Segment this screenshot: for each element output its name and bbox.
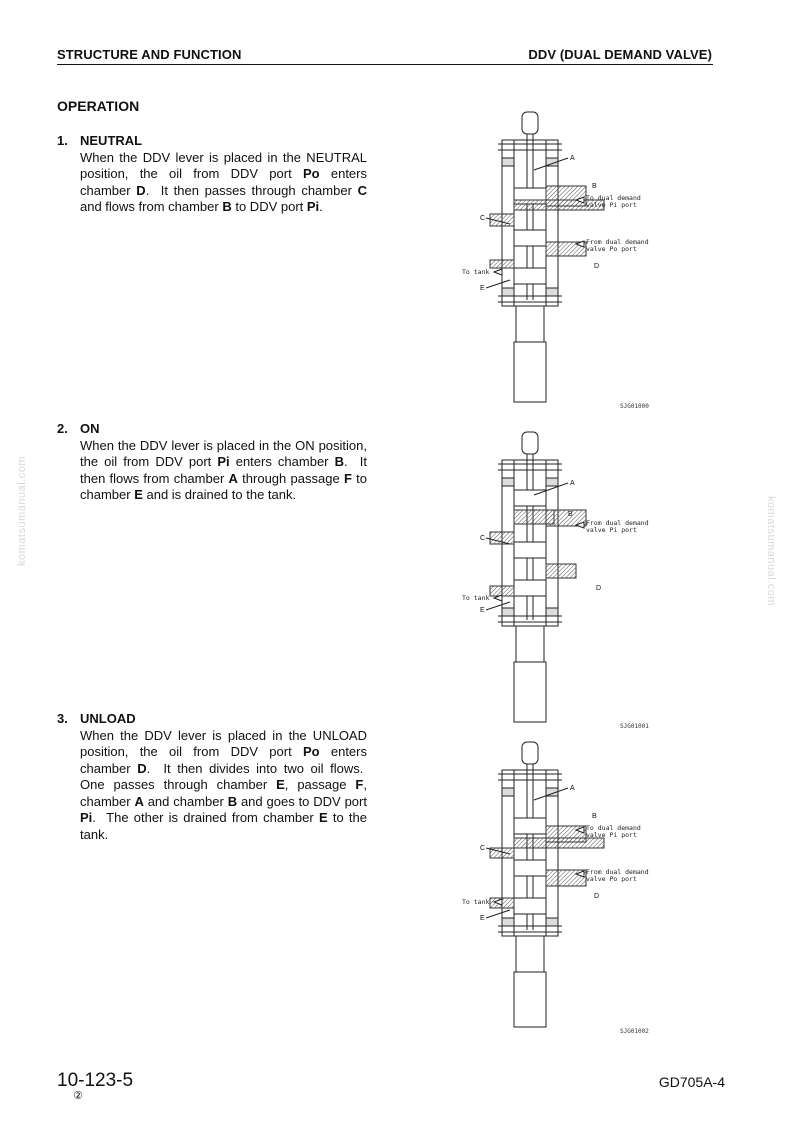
chamber-label-d: D	[596, 585, 602, 592]
leader-e	[486, 910, 510, 918]
callout-line: From dual demand	[586, 868, 649, 876]
spool-land	[514, 542, 546, 558]
spool-land	[514, 860, 546, 876]
chamber-label-c: C	[480, 845, 486, 852]
valve-body	[490, 742, 604, 1027]
chamber-label-b: B	[592, 813, 597, 820]
callout-line: valve Pi port	[586, 831, 637, 839]
chamber-label-b: B	[592, 183, 597, 190]
chamber-label-b: B	[568, 511, 573, 518]
valve-body	[490, 112, 604, 402]
section-body: When the DDV lever is placed in the UNLOAD position, the oil from DDV port Po enters chamber D. It then divides into two oil flows. One passes through chamber E, passage F, chamber A and chamber B and goes to DDV port Pi. The other is drained from chamber E to the tank.	[80, 727, 367, 842]
callout-to-tank: To tank	[462, 594, 490, 602]
lower-sleeve	[516, 936, 544, 972]
chamber-label-a: A	[570, 480, 575, 487]
section-number: 1.	[57, 133, 68, 148]
figure-unload	[450, 740, 670, 1035]
figure-on	[450, 430, 670, 730]
valve-diagram	[450, 110, 670, 410]
valve-diagram	[450, 740, 670, 1035]
callout-line: valve Pi port	[586, 526, 637, 534]
section-body: When the DDV lever is placed in the NEUTRAL position, the oil from DDV port Po enters chamber D. It then passes through chamber C and flows from chamber B to DDV port Pi.	[80, 149, 367, 214]
oil-chamber	[546, 186, 586, 206]
header-section-title: STRUCTURE AND FUNCTION	[57, 47, 242, 62]
seal-block	[502, 608, 514, 616]
chamber-label-a: A	[570, 785, 575, 792]
seal-block	[546, 608, 558, 616]
chamber-label-e: E	[480, 607, 485, 614]
spool-land	[514, 230, 546, 246]
handle-grip	[514, 662, 546, 722]
revision-mark: ②	[73, 1090, 83, 1102]
seal-block	[502, 788, 514, 796]
lower-sleeve	[516, 626, 544, 662]
header-component-title: DDV (DUAL DEMAND VALVE)	[528, 47, 712, 62]
watermark-left: komatsumanual.com	[16, 456, 28, 566]
callout-line: From dual demand	[586, 238, 649, 246]
leader-e	[486, 280, 510, 288]
seal-block	[502, 478, 514, 486]
seal-block	[502, 158, 514, 166]
seal-block	[546, 288, 558, 296]
callout-line: valve Po port	[586, 875, 637, 883]
figure-code: SJG01002	[620, 1028, 649, 1035]
stem-knob	[522, 432, 538, 454]
chamber-label-d: D	[594, 263, 600, 270]
valve-body	[490, 432, 586, 722]
seal-block	[502, 288, 514, 296]
section-body: When the DDV lever is placed in the ON position, the oil from DDV port Pi enters chamber B. It then flows from chamber A through passage F to chamber E and is drained to the tank.	[80, 437, 367, 502]
chamber-label-e: E	[480, 285, 485, 292]
handle-grip	[514, 972, 546, 1027]
section-neutral	[57, 133, 367, 216]
figure-code: SJG01001	[620, 723, 649, 730]
chamber-label-a: A	[570, 155, 575, 162]
spool-land	[514, 818, 546, 834]
chamber-label-c: C	[480, 215, 486, 222]
section-unload	[57, 711, 367, 843]
callout-line: To dual demand	[586, 824, 641, 832]
seal-block	[546, 918, 558, 926]
section-number: 3.	[57, 711, 68, 726]
header-rule	[57, 64, 713, 65]
section-on	[57, 421, 367, 504]
callout-to-tank: To tank	[462, 898, 490, 906]
spool-land	[514, 580, 546, 596]
oil-chamber	[546, 564, 576, 578]
page-heading: OPERATION	[57, 98, 140, 114]
model-number: GD705A-4	[658, 1074, 725, 1090]
callout-to-tank: To tank	[462, 268, 490, 276]
seal-block	[546, 478, 558, 486]
callout-line: From dual demand	[586, 519, 649, 527]
callout-line: valve Pi port	[586, 201, 637, 209]
oil-chamber	[490, 260, 514, 268]
stem-knob	[522, 742, 538, 764]
page-number: 10-123-5	[57, 1070, 134, 1091]
seal-block	[502, 918, 514, 926]
spool-land	[514, 898, 546, 914]
arrow-icon	[494, 269, 502, 275]
section-title: UNLOAD	[80, 711, 136, 726]
watermark-right: komatsumanual.com	[765, 496, 777, 606]
stem-knob	[522, 112, 538, 134]
figure-code: SJG01000	[620, 403, 649, 410]
chamber-label-e: E	[480, 915, 485, 922]
section-title: NEUTRAL	[80, 133, 143, 148]
section-number: 2.	[57, 421, 68, 436]
section-title: ON	[80, 421, 100, 436]
callout-line: To dual demand	[586, 194, 641, 202]
spool-land	[514, 268, 546, 284]
valve-diagram	[450, 430, 670, 730]
lower-sleeve	[516, 306, 544, 342]
chamber-label-d: D	[594, 893, 600, 900]
figure-neutral	[450, 110, 670, 410]
callout-line: valve Po port	[586, 245, 637, 253]
handle-grip	[514, 342, 546, 402]
chamber-label-c: C	[480, 535, 486, 542]
